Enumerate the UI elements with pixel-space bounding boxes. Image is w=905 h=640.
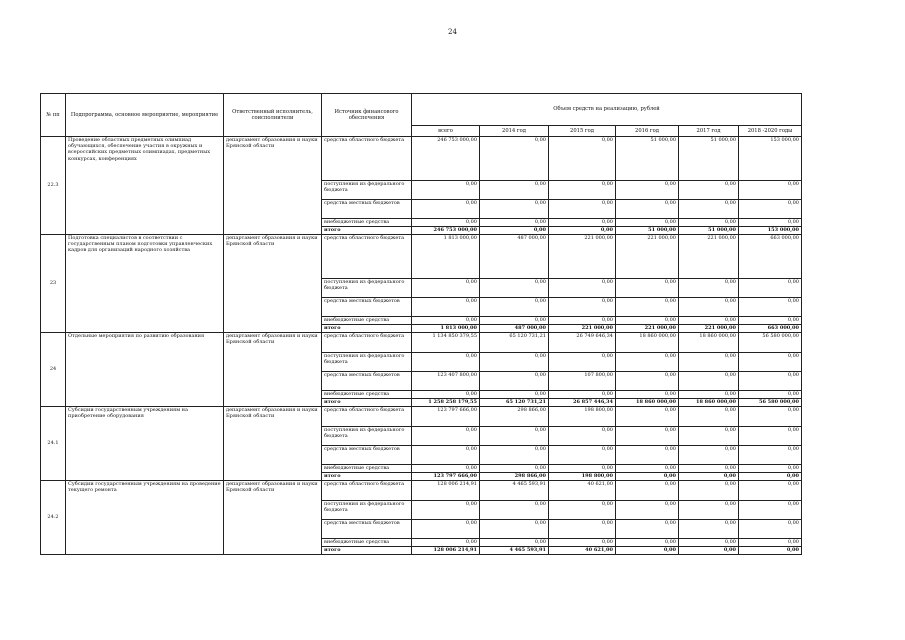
- table-row: [41, 137, 802, 181]
- amount-cell: 0,00: [739, 219, 802, 227]
- measure-name: Отдельные мероприятия по развитию образования: [66, 333, 224, 407]
- amount-cell: 0,00: [412, 391, 480, 399]
- row-number: 24.2: [41, 481, 66, 555]
- executor-cell: департамент образования и науки Брянской области: [224, 137, 322, 235]
- amount-cell: 0,00: [480, 446, 549, 465]
- amount-cell: 51 000,00: [679, 137, 739, 181]
- amount-cell: 0,00: [412, 446, 480, 465]
- amount-cell: 0,00: [739, 539, 802, 547]
- header-year: 2015 год: [549, 126, 616, 137]
- amount-cell: 128 006 214,91: [412, 481, 480, 501]
- amount-cell: 0,00: [549, 465, 616, 473]
- amount-cell: 123 797 666,00: [412, 407, 480, 427]
- amount-cell: 0,00: [739, 427, 802, 446]
- amount-cell: 663 000,00: [739, 235, 802, 279]
- source-cell: средства местных бюджетов: [322, 200, 412, 219]
- amount-cell: 0,00: [412, 427, 480, 446]
- amount-cell: 0,00: [739, 181, 802, 200]
- amount-cell: 0,00: [480, 501, 549, 520]
- amount-cell: 1 813 000,00: [412, 325, 480, 333]
- source-cell: средства местных бюджетов: [322, 520, 412, 539]
- amount-cell: 0,00: [616, 481, 679, 501]
- amount-cell: 0,00: [616, 391, 679, 399]
- amount-cell: 0,00: [679, 200, 739, 219]
- amount-cell: 0,00: [739, 501, 802, 520]
- amount-cell: 221 000,00: [679, 325, 739, 333]
- amount-cell: 0,00: [480, 539, 549, 547]
- amount-cell: 0,00: [739, 547, 802, 555]
- amount-cell: 0,00: [549, 427, 616, 446]
- header-year: 2017 год: [679, 126, 739, 137]
- amount-cell: 0,00: [679, 372, 739, 391]
- amount-cell: 0,00: [616, 465, 679, 473]
- amount-cell: 0,00: [480, 391, 549, 399]
- amount-cell: 0,00: [412, 520, 480, 539]
- amount-cell: 0,00: [412, 298, 480, 317]
- row-number: 23: [41, 235, 66, 333]
- header-year: 2018 -2020 годы: [739, 126, 802, 137]
- amount-cell: 0,00: [679, 317, 739, 325]
- amount-cell: 221 000,00: [549, 325, 616, 333]
- amount-cell: 0,00: [549, 317, 616, 325]
- amount-cell: 0,00: [679, 427, 739, 446]
- amount-cell: 0,00: [616, 427, 679, 446]
- amount-cell: 0,00: [739, 353, 802, 372]
- amount-cell: 0,00: [679, 520, 739, 539]
- row-number: 24: [41, 333, 66, 407]
- amount-cell: 0,00: [739, 473, 802, 481]
- executor-cell: департамент образования и науки Брянской области: [224, 333, 322, 407]
- amount-cell: 0,00: [549, 227, 616, 235]
- amount-cell: 1 134 850 379,55: [412, 333, 480, 353]
- amount-cell: 0,00: [616, 520, 679, 539]
- amount-cell: 0,00: [679, 407, 739, 427]
- amount-cell: 0,00: [679, 219, 739, 227]
- amount-cell: 221 000,00: [616, 235, 679, 279]
- amount-cell: 221 000,00: [616, 325, 679, 333]
- amount-cell: 0,00: [679, 391, 739, 399]
- amount-cell: 0,00: [616, 219, 679, 227]
- amount-cell: 0,00: [412, 181, 480, 200]
- amount-cell: 298 866,00: [480, 407, 549, 427]
- table-body: [41, 137, 802, 555]
- amount-cell: 4 465 593,91: [480, 547, 549, 555]
- amount-cell: 0,00: [679, 353, 739, 372]
- amount-cell: 0,00: [480, 427, 549, 446]
- amount-cell: 663 000,00: [739, 325, 802, 333]
- amount-cell: 65 120 731,21: [480, 399, 549, 407]
- amount-cell: 0,00: [739, 407, 802, 427]
- amount-cell: 0,00: [480, 317, 549, 325]
- amount-cell: 51 000,00: [616, 137, 679, 181]
- amount-cell: 56 580 000,00: [739, 399, 802, 407]
- amount-cell: 246 753 000,00: [412, 227, 480, 235]
- amount-cell: 123 407 800,00: [412, 372, 480, 391]
- amount-cell: 0,00: [679, 465, 739, 473]
- amount-cell: 0,00: [412, 219, 480, 227]
- amount-cell: 246 753 000,00: [412, 137, 480, 181]
- header-executor: Ответственный исполнитель, соисполнители: [224, 94, 322, 137]
- amount-cell: 298 866,00: [480, 473, 549, 481]
- amount-cell: 0,00: [616, 298, 679, 317]
- amount-cell: 65 120 731,21: [480, 333, 549, 353]
- amount-cell: 0,00: [480, 279, 549, 298]
- amount-cell: 0,00: [549, 219, 616, 227]
- amount-cell: 0,00: [412, 279, 480, 298]
- source-cell: итого: [322, 473, 412, 481]
- amount-cell: 0,00: [679, 473, 739, 481]
- amount-cell: 18 860 000,00: [679, 399, 739, 407]
- amount-cell: 198 800,00: [549, 407, 616, 427]
- amount-cell: 487 000,00: [480, 325, 549, 333]
- amount-cell: 51 000,00: [616, 227, 679, 235]
- header-source: Источник финансового обеспечения: [322, 94, 412, 137]
- funding-table: [40, 93, 802, 555]
- amount-cell: 0,00: [480, 372, 549, 391]
- header-no: № пп: [41, 94, 66, 137]
- source-cell: внебюджетные средства: [322, 539, 412, 547]
- amount-cell: 0,00: [739, 298, 802, 317]
- amount-cell: 0,00: [549, 353, 616, 372]
- amount-cell: 0,00: [739, 465, 802, 473]
- source-cell: итого: [322, 547, 412, 555]
- amount-cell: 51 000,00: [679, 227, 739, 235]
- amount-cell: 0,00: [480, 465, 549, 473]
- source-cell: средства областного бюджета: [322, 481, 412, 501]
- amount-cell: 0,00: [679, 446, 739, 465]
- source-cell: средства местных бюджетов: [322, 372, 412, 391]
- amount-cell: 0,00: [739, 446, 802, 465]
- amount-cell: 0,00: [412, 501, 480, 520]
- amount-cell: 0,00: [549, 539, 616, 547]
- amount-cell: 56 580 000,00: [739, 333, 802, 353]
- amount-cell: 0,00: [616, 473, 679, 481]
- amount-cell: 0,00: [549, 298, 616, 317]
- amount-cell: 40 621,00: [549, 481, 616, 501]
- source-cell: поступления из федерального бюджета: [322, 353, 412, 372]
- source-cell: поступления из федерального бюджета: [322, 427, 412, 446]
- amount-cell: 0,00: [616, 501, 679, 520]
- amount-cell: 153 000,00: [739, 227, 802, 235]
- amount-cell: 198 800,00: [549, 473, 616, 481]
- amount-cell: 153 000,00: [739, 137, 802, 181]
- source-cell: средства областного бюджета: [322, 137, 412, 181]
- source-cell: поступления из федерального бюджета: [322, 501, 412, 520]
- source-cell: средства областного бюджета: [322, 333, 412, 353]
- source-cell: поступления из федерального бюджета: [322, 279, 412, 298]
- amount-cell: 4 465 593,91: [480, 481, 549, 501]
- amount-cell: 0,00: [549, 446, 616, 465]
- source-cell: внебюджетные средства: [322, 465, 412, 473]
- amount-cell: 0,00: [480, 181, 549, 200]
- amount-cell: 0,00: [412, 317, 480, 325]
- amount-cell: 0,00: [480, 227, 549, 235]
- amount-cell: 0,00: [412, 465, 480, 473]
- amount-cell: 221 000,00: [679, 235, 739, 279]
- source-cell: средства местных бюджетов: [322, 298, 412, 317]
- source-cell: внебюджетные средства: [322, 219, 412, 227]
- amount-cell: 0,00: [480, 298, 549, 317]
- amount-cell: 0,00: [616, 200, 679, 219]
- amount-cell: 0,00: [616, 353, 679, 372]
- amount-cell: 0,00: [616, 317, 679, 325]
- source-cell: поступления из федерального бюджета: [322, 181, 412, 200]
- amount-cell: 0,00: [739, 317, 802, 325]
- header-year: 2016 год: [616, 126, 679, 137]
- executor-cell: департамент образования и науки Брянской области: [224, 235, 322, 333]
- executor-cell: департамент образования и науки Брянской области: [224, 407, 322, 481]
- row-number: 24.1: [41, 407, 66, 481]
- amount-cell: 18 860 000,00: [679, 333, 739, 353]
- amount-cell: 0,00: [616, 279, 679, 298]
- source-cell: итого: [322, 227, 412, 235]
- amount-cell: 0,00: [679, 501, 739, 520]
- amount-cell: 1 258 258 179,55: [412, 399, 480, 407]
- amount-cell: 18 860 000,00: [616, 333, 679, 353]
- amount-cell: 26 857 446,34: [549, 399, 616, 407]
- header-year: всего: [412, 126, 480, 137]
- measure-name: Субсидии государственным учреждениям на проведение текущего ремонта: [66, 481, 224, 555]
- amount-cell: 1 813 000,00: [412, 235, 480, 279]
- table-row: [41, 407, 802, 427]
- amount-cell: 107 800,00: [549, 372, 616, 391]
- table-row: [41, 235, 802, 279]
- amount-cell: 0,00: [616, 547, 679, 555]
- amount-cell: 123 797 666,00: [412, 473, 480, 481]
- amount-cell: 221 000,00: [549, 235, 616, 279]
- amount-cell: 0,00: [739, 391, 802, 399]
- amount-cell: 0,00: [480, 353, 549, 372]
- amount-cell: 0,00: [549, 200, 616, 219]
- header-volume: Объем средств на реализацию, рублей: [412, 94, 802, 126]
- amount-cell: 0,00: [616, 372, 679, 391]
- amount-cell: 0,00: [412, 353, 480, 372]
- amount-cell: 0,00: [549, 137, 616, 181]
- header-subprogram: Подпрограмма, основное мероприятие, мероприятие: [66, 94, 224, 137]
- measure-name: Проведение областных предметных олимпиад обучающихся, обеспечение участия в окружных и всероссийских предметных олимпиадах, предметных конкурсах, конференциях: [66, 137, 224, 235]
- measure-name: Субсидии государственным учреждениям на приобретение оборудования: [66, 407, 224, 481]
- executor-cell: департамент образования и науки Брянской области: [224, 481, 322, 555]
- source-cell: средства областного бюджета: [322, 235, 412, 279]
- amount-cell: 0,00: [549, 181, 616, 200]
- measure-name: Подготовка специалистов в соответствии с государственным планом подготовки управленческих кадров для организаций народного хозяйства: [66, 235, 224, 333]
- amount-cell: 0,00: [616, 446, 679, 465]
- source-cell: средства местных бюджетов: [322, 446, 412, 465]
- amount-cell: 0,00: [739, 200, 802, 219]
- source-cell: средства областного бюджета: [322, 407, 412, 427]
- amount-cell: 0,00: [739, 372, 802, 391]
- amount-cell: 0,00: [616, 407, 679, 427]
- amount-cell: 0,00: [739, 279, 802, 298]
- amount-cell: 0,00: [480, 520, 549, 539]
- amount-cell: 0,00: [549, 279, 616, 298]
- source-cell: итого: [322, 399, 412, 407]
- amount-cell: 0,00: [679, 298, 739, 317]
- amount-cell: 0,00: [739, 481, 802, 501]
- table-row: [41, 333, 802, 353]
- amount-cell: 487 000,00: [480, 235, 549, 279]
- amount-cell: 128 006 214,91: [412, 547, 480, 555]
- amount-cell: 26 749 646,34: [549, 333, 616, 353]
- amount-cell: 0,00: [739, 520, 802, 539]
- amount-cell: 0,00: [679, 547, 739, 555]
- amount-cell: 0,00: [679, 481, 739, 501]
- source-cell: внебюджетные средства: [322, 317, 412, 325]
- source-cell: внебюджетные средства: [322, 391, 412, 399]
- amount-cell: 0,00: [480, 200, 549, 219]
- amount-cell: 18 860 000,00: [616, 399, 679, 407]
- header-year: 2014 год: [480, 126, 549, 137]
- amount-cell: 0,00: [679, 539, 739, 547]
- source-cell: итого: [322, 325, 412, 333]
- amount-cell: 0,00: [412, 539, 480, 547]
- amount-cell: 0,00: [679, 181, 739, 200]
- amount-cell: 0,00: [549, 520, 616, 539]
- amount-cell: 0,00: [549, 501, 616, 520]
- amount-cell: 0,00: [549, 391, 616, 399]
- page-number: 24: [448, 28, 457, 36]
- amount-cell: 0,00: [412, 200, 480, 219]
- table-row: [41, 481, 802, 501]
- amount-cell: 0,00: [679, 279, 739, 298]
- amount-cell: 0,00: [480, 219, 549, 227]
- amount-cell: 0,00: [616, 539, 679, 547]
- row-number: 22.3: [41, 137, 66, 235]
- amount-cell: 0,00: [480, 137, 549, 181]
- amount-cell: 40 621,00: [549, 547, 616, 555]
- amount-cell: 0,00: [616, 181, 679, 200]
